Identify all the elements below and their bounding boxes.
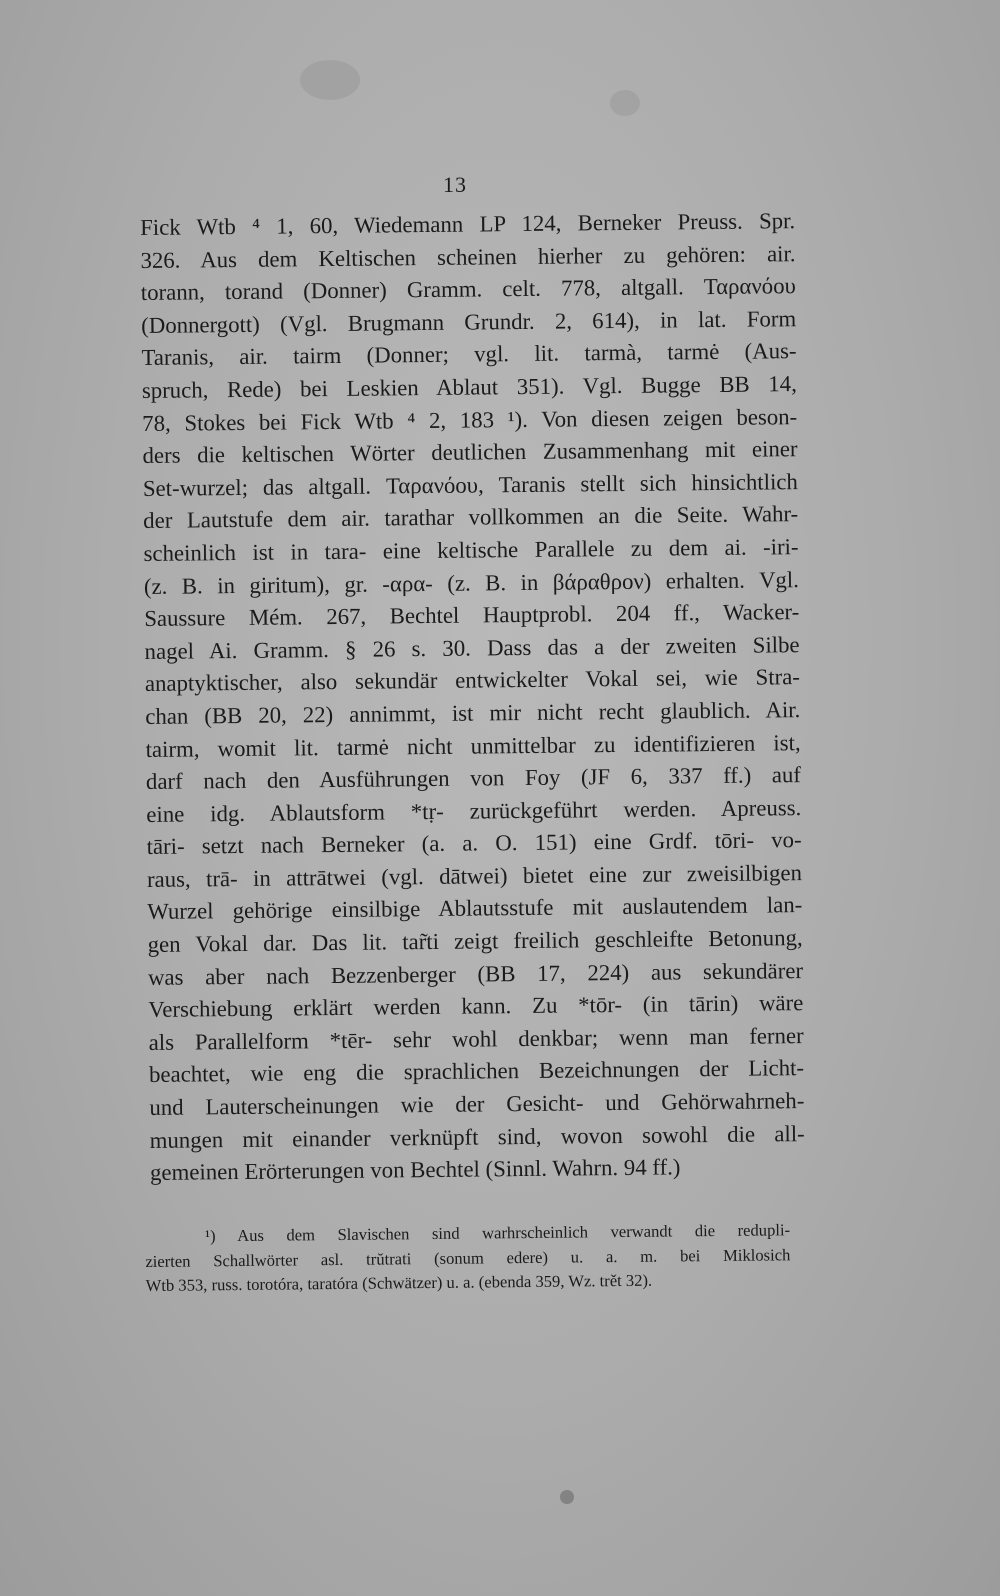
- text-line: gen Vokal dar. Das lit. tar̃ti zeigt freilich geschleifte Betonung,: [147, 925, 803, 958]
- footnote-line: Wtb 353, russ. torotóra, taratóra (Schwätzer) u. a. (ebenda 359, Wz. trět 32).: [145, 1270, 653, 1295]
- text-line: torann, torand (Donner) Gramm. celt. 778, altgall. Ταρανόου: [140, 273, 796, 306]
- text-line: anaptyktischer, also sekundär entwickelter Vokal sei, wie Stra-: [144, 664, 801, 697]
- text-line: (z. B. in giritum), gr. -αρα- (z. B. in βάραθρον) erhalten. Vgl.: [143, 566, 800, 599]
- text-line: 78, Stokes bei Fick Wtb ⁴ 2, 183 ¹). Von diesen zeigen beson-: [142, 403, 798, 436]
- text-line: Wurzel gehörige einsilbige Ablautsstufe mit auslautendem lan-: [147, 892, 803, 925]
- text-line: Fick Wtb ⁴ 1, 60, Wiedemann LP 124, Berneker Preuss. Spr.: [140, 208, 796, 240]
- text-line: mungen mit einander verknüpft sind, wovon sowohl die all-: [149, 1120, 805, 1153]
- text-line: beachtet, wie eng die sprachlichen Bezeichnungen der Licht-: [148, 1055, 805, 1088]
- text-line: Set-wurzel; das altgall. Ταρανόου, Taranis stellt sich hinsichtlich: [142, 468, 798, 501]
- text-line: spruch, Rede) bei Leskien Ablaut 351). Vgl. Bugge BB 14,: [141, 371, 797, 403]
- text-line: gemeinen Erörterungen von Bechtel (Sinnl. Wahrn. 94 ff.): [149, 1154, 681, 1186]
- text-line: und Lauterscheinungen wie der Gesicht- und Gehörwahrneh-: [149, 1088, 805, 1120]
- text-line: raus, trā- in attrātwei (vgl. dātwei) bietet eine zur zweisilbigen: [146, 859, 803, 892]
- text-line: (Donnergott) (Vgl. Brugmann Grundr. 2, 614), in lat. Form: [141, 305, 797, 338]
- footnote: [145, 1218, 791, 1298]
- text-line: was aber nach Bezzenberger (BB 17, 224) aus sekundärer: [147, 957, 804, 990]
- text-line: nagel Ai. Gramm. § 26 s. 30. Dass das a der zweiten Silbe: [144, 631, 800, 664]
- paper-stain: [610, 90, 640, 116]
- text-line: tairm, womit lit. tarmė nicht unmittelbar zu identifizieren ist,: [145, 729, 801, 762]
- text-line: darf nach den Ausführungen von Foy (JF 6, 337 ff.) auf: [145, 762, 802, 795]
- main-text: [140, 205, 805, 1190]
- paper-stain: [300, 60, 360, 100]
- text-line: chan (BB 20, 22) annimmt, ist mir nicht recht glaublich. Air.: [145, 697, 801, 729]
- text-line: scheinlich ist in tara- eine keltische Parallele zu dem ai. -iri-: [143, 534, 799, 566]
- footnote-line: zierten Schallwörter asl. trŭtrati (sonum edere) u. a. m. bei Miklosich: [145, 1244, 791, 1271]
- paper-stain: [560, 1490, 574, 1504]
- text-line: der Lautstufe dem air. tarathar vollkommen an die Seite. Wahr-: [143, 501, 799, 534]
- page-number: 13: [443, 172, 467, 197]
- text-line: Saussure Mém. 267, Bechtel Hauptprobl. 204 ff., Wacker-: [144, 599, 800, 632]
- text-line: tāri- setzt nach Berneker (a. a. O. 151) eine Grdf. tōri- vo-: [146, 827, 802, 860]
- text-line: Taranis, air. tairm (Donner; vgl. lit. tarmà, tarmė (Aus-: [141, 338, 797, 371]
- text-line: 326. Aus dem Keltischen scheinen hierher zu gehören: air.: [140, 240, 796, 273]
- text-line: Verschiebung erklärt werden kann. Zu *tōr- (in tārin) wäre: [148, 990, 804, 1023]
- text-line: ders die keltischen Wörter deutlichen Zusammenhang mit einer: [142, 436, 798, 469]
- footnote-line: ¹) Aus dem Slavischen sind warhrscheinlich verwandt die redupli-: [205, 1220, 791, 1246]
- text-line: als Parallelform *tēr- sehr wohl denkbar; wenn man ferner: [148, 1022, 804, 1055]
- text-line: eine idg. Ablautsform *tṛ- zurückgeführt werden. Apreuss.: [146, 794, 802, 827]
